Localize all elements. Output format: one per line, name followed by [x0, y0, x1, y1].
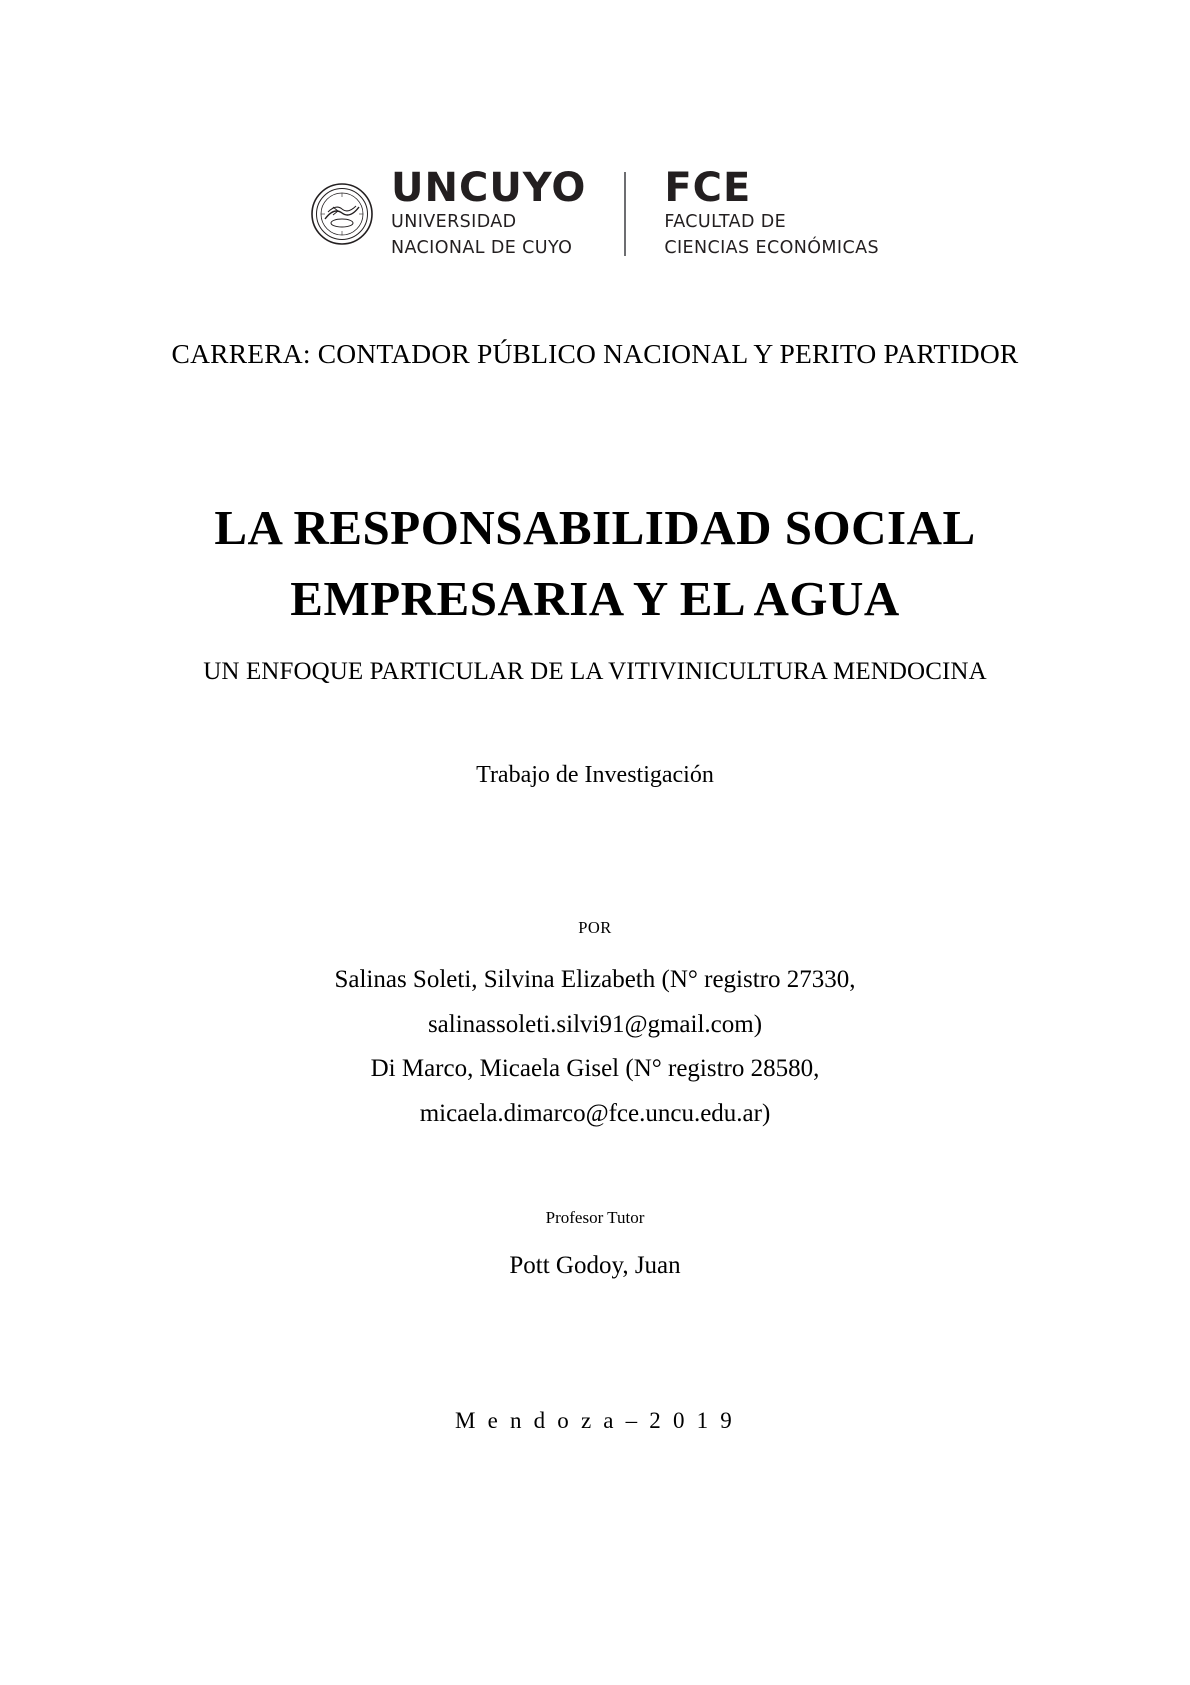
institutional-logo: [0, 165, 1190, 260]
work-type: Trabajo de Investigación: [476, 762, 714, 788]
fce-line2: CIENCIAS ECONÓMICAS: [664, 237, 879, 258]
author-line: salinassoleti.silvi91@gmail.com): [427, 1010, 763, 1038]
author-line: Di Marco, Micaela Gisel (N° registro 28580,: [370, 1055, 820, 1082]
logo-inner: [311, 165, 879, 260]
by-label: POR: [578, 918, 612, 937]
author-line: Salinas Soleti, Silvina Elizabeth (N° registro 27330,: [334, 966, 856, 993]
place-year: M e n d o z a – 2 0 1 9: [455, 1408, 735, 1433]
uncuyo-line1: UNIVERSIDAD: [391, 212, 517, 232]
author-line: micaela.dimarco@fce.uncu.edu.ar): [419, 1099, 771, 1127]
title-line-2: EMPRESARIA Y EL AGUA: [290, 571, 900, 627]
uncuyo-wordmark: [391, 165, 587, 260]
page-title: [0, 492, 1190, 634]
university-seal-icon: [311, 183, 373, 245]
tutor-label: Profesor Tutor: [545, 1208, 645, 1227]
uncuyo-line2: NACIONAL DE CUYO: [391, 237, 573, 258]
title-line-1: LA RESPONSABILIDAD SOCIAL: [214, 500, 976, 555]
fce-wordmark: [664, 165, 879, 260]
career-line: CARRERA: CONTADOR PÚBLICO NACIONAL Y PERITO PARTIDOR: [171, 338, 1019, 369]
fce-name: FCE: [664, 165, 752, 211]
logo-divider: [624, 172, 626, 256]
uncuyo-name: UNCUYO: [391, 165, 587, 211]
page-subtitle: UN ENFOQUE PARTICULAR DE LA VITIVINICULTURA MENDOCINA: [203, 658, 987, 685]
tutor-name: Pott Godoy, Juan: [509, 1252, 681, 1279]
fce-line1: FACULTAD DE: [664, 212, 787, 232]
authors-block: [0, 958, 1190, 1136]
